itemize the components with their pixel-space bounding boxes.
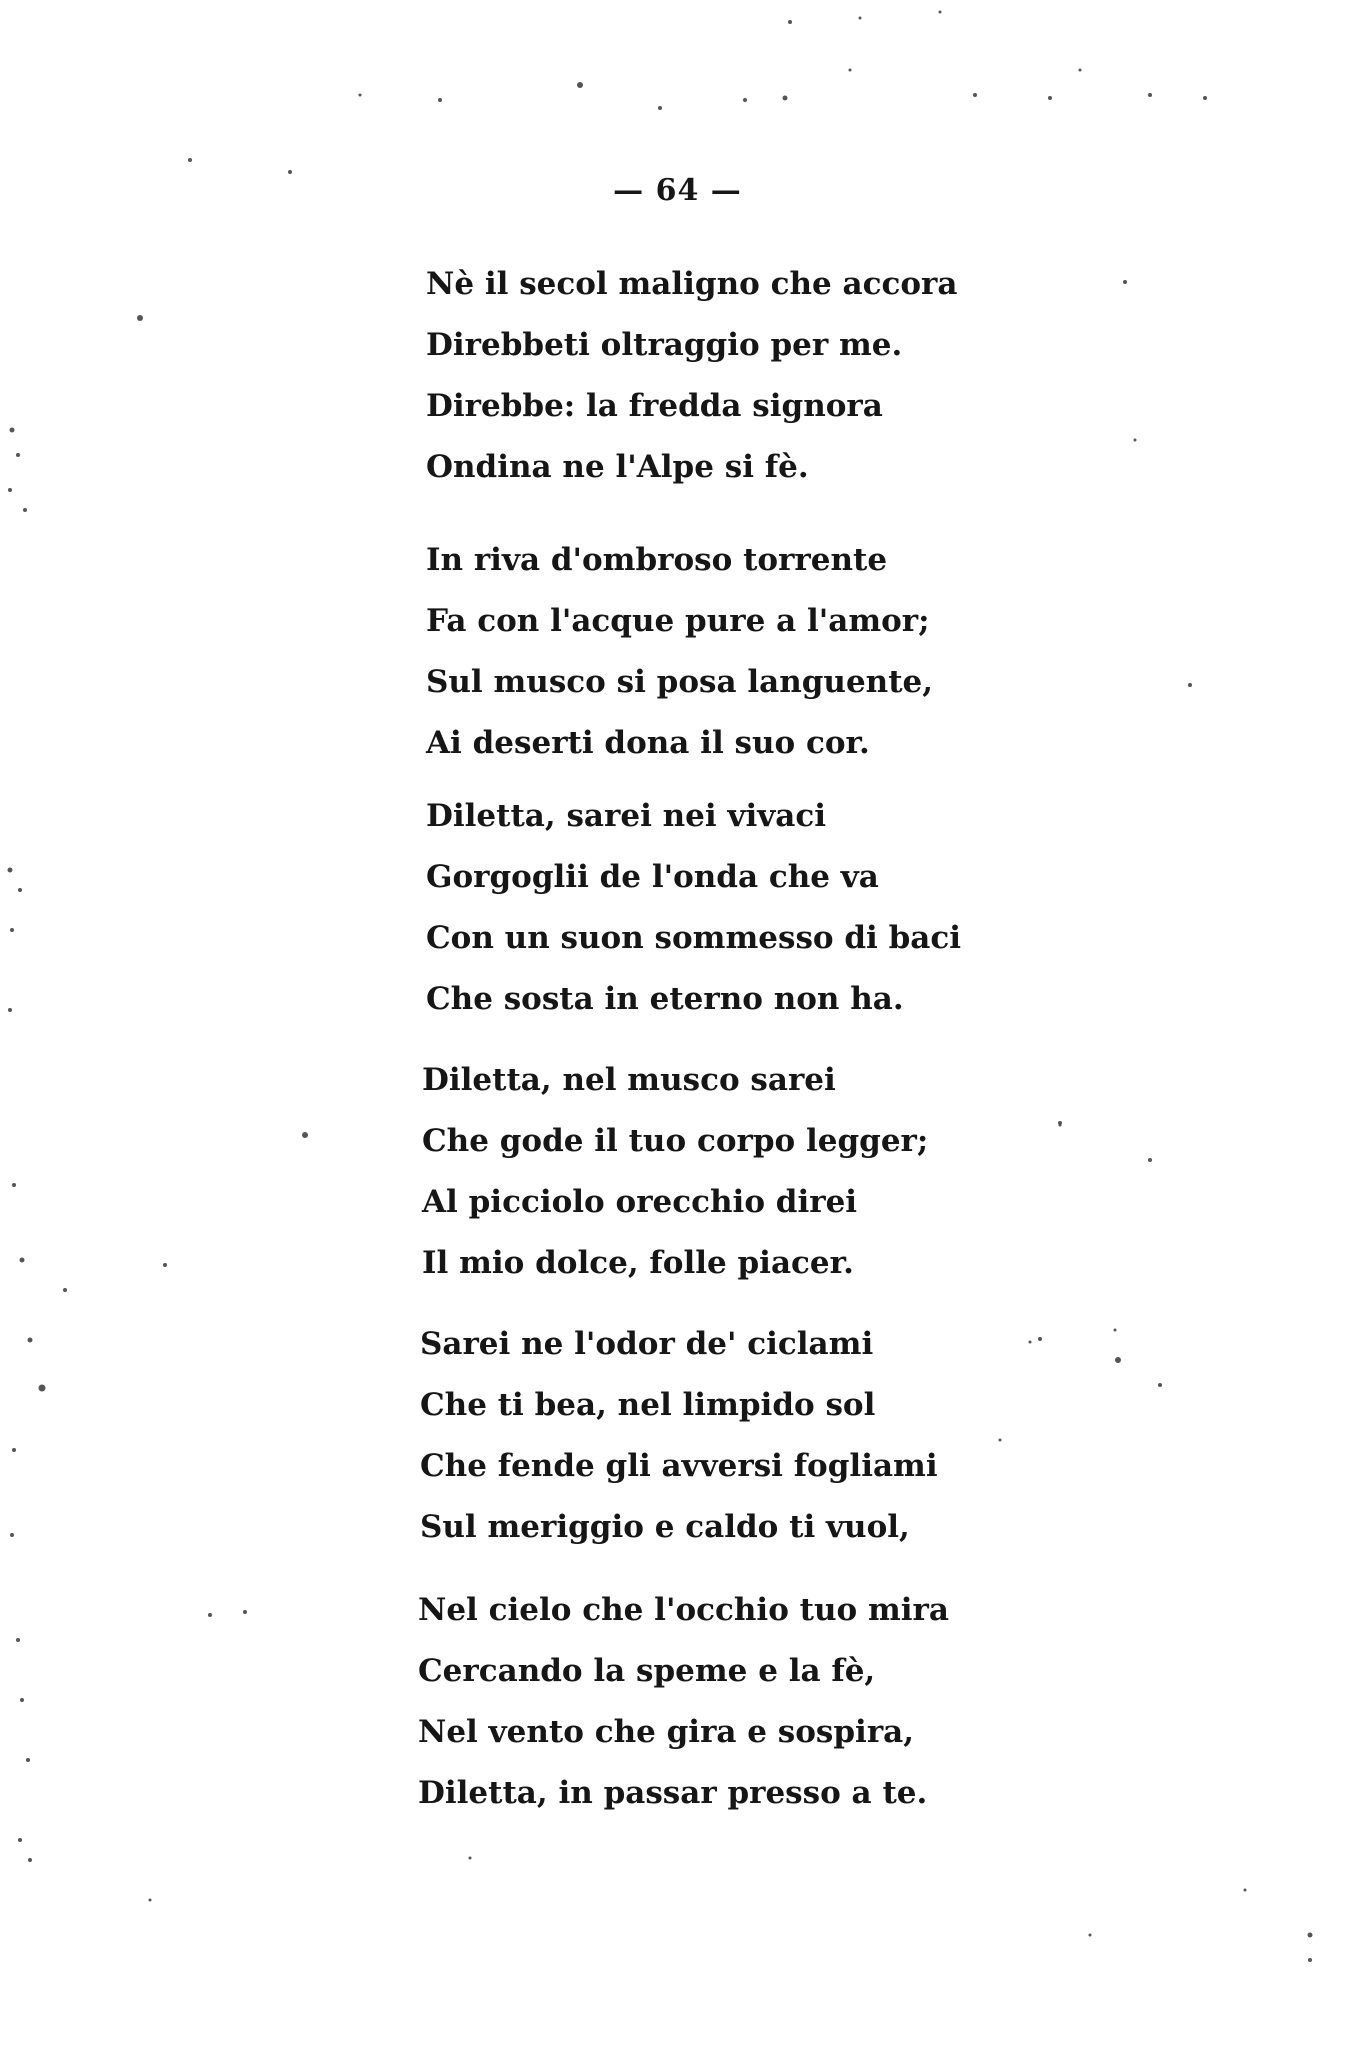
verse-line: Sul musco si posa languente, [426,664,934,700]
verse-line: Diletta, in passar presso a te. [418,1775,928,1811]
verse-line: Che fende gli avversi fogliami [420,1448,938,1484]
verse-line: Che sosta in eterno non ha. [426,981,904,1017]
stanza-4 [422,1050,928,1294]
verse-line: Al picciolo orecchio direi [422,1184,858,1220]
verse-line: Ai deserti dona il suo cor. [426,725,870,761]
page-number: — 64 — [613,173,742,208]
verse-line: Diletta, nel musco sarei [422,1062,836,1098]
verse-line: Gorgoglii de l'onda che va [426,859,879,895]
verse-line: Ondina ne l'Alpe si fè. [426,449,809,485]
verse-line: In riva d'ombroso torrente [426,542,888,578]
verse-line: Il mio dolce, folle piacer. [422,1245,854,1281]
verse-line: Fa con l'acque pure a l'amor; [426,603,930,639]
stanza-2 [426,530,933,774]
stanza-3 [426,786,961,1030]
verse-line: Che gode il tuo corpo legger; [422,1123,929,1159]
verse-line: Sarei ne l'odor de' ciclami [420,1326,874,1362]
verse-line: Direbbe: la fredda signora [426,388,883,424]
verse-line: Con un suon sommesso di baci [426,920,962,956]
verse-line: Sul meriggio e caldo ti vuol, [420,1509,910,1545]
verse-line: Cercando la speme e la fè, [418,1653,876,1689]
verse-line: Nel vento che gira e sospira, [418,1714,915,1750]
verse-line: Nel cielo che l'occhio tuo mira [418,1592,949,1628]
stanza-1 [426,254,957,498]
verse-line: Diletta, sarei nei vivaci [426,798,827,834]
stanza-5 [420,1314,938,1558]
verse-line: Che ti bea, nel limpido sol [420,1387,876,1423]
verse-line: Nè il secol maligno che accora [426,266,958,302]
stanza-6 [418,1580,949,1824]
verse-line: Direbbeti oltraggio per me. [426,327,903,363]
